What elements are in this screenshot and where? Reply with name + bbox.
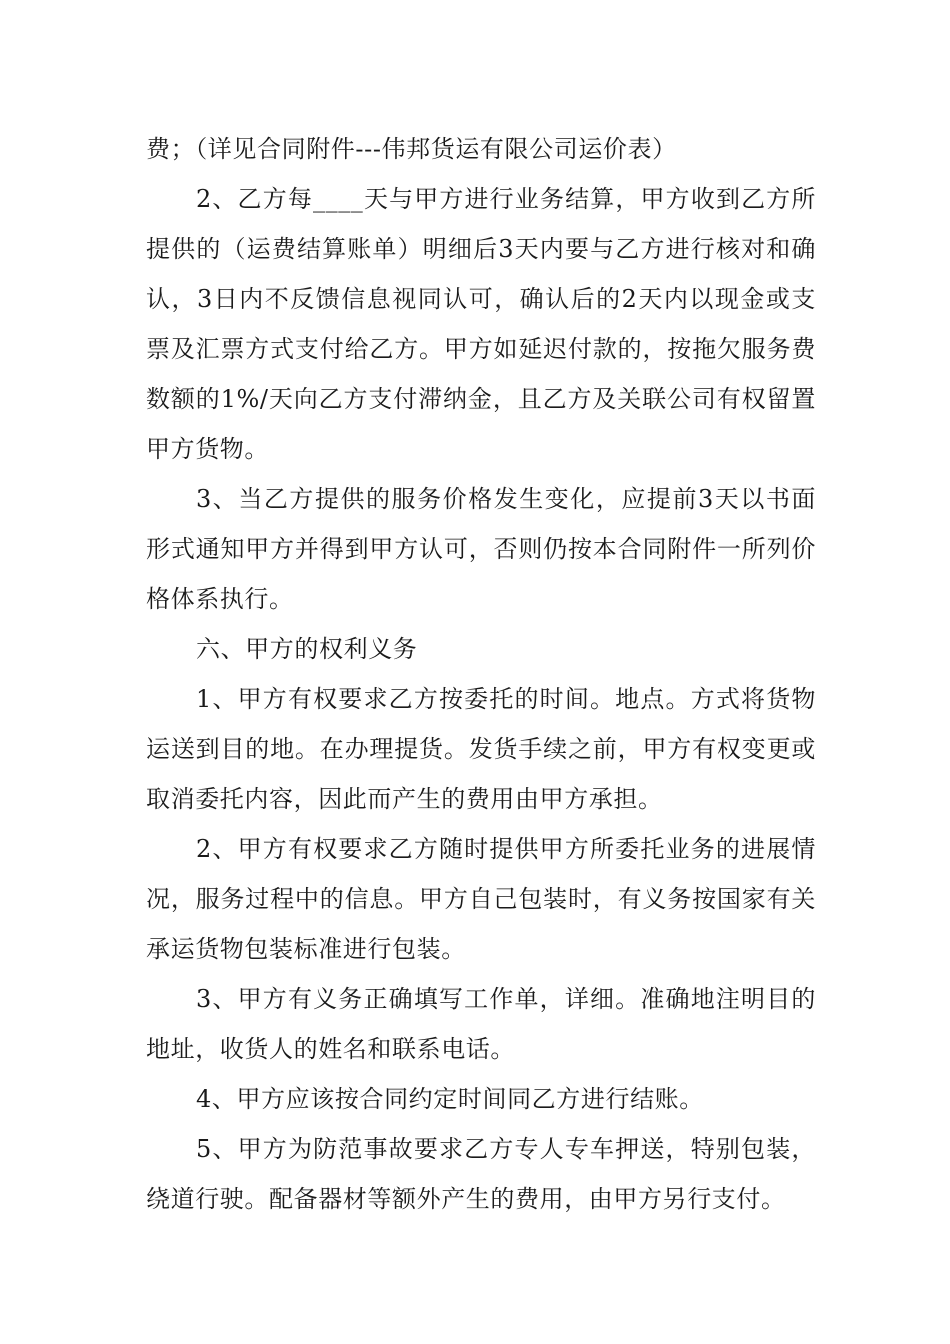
paragraph-party-a-clause-5: 5、甲方为防范事故要求乙方专人专车押送，特别包装，绕道行驶。配备器材等额外产生的费用，由甲方另行支付。 [146, 1135, 816, 1213]
section-heading-party-a-rights: 六、甲方的权利义务 [196, 635, 418, 663]
paragraph-clause-2-settlement: 2、乙方每____天与甲方进行业务结算，甲方收到乙方所提供的（运费结算账单）明细后3天内要与乙方进行核对和确认，3日内不反馈信息视同认可，确认后的2天内以现金或支票及汇票方式支付给乙方。甲方如延迟付款的，按拖欠服务费数额的1%/天向乙方支付滞纳金，且乙方及关联公司有权留置甲方货物。 [146, 185, 816, 463]
paragraph-continuation: 费；（详见合同附件---伟邦货运有限公司运价表） [146, 135, 677, 163]
paragraph-clause-3-price-change: 3、当乙方提供的服务价格发生变化，应提前3天以书面形式通知甲方并得到甲方认可，否则仍按本合同附件一所列价格体系执行。 [146, 485, 816, 613]
paragraph-party-a-clause-3: 3、甲方有义务正确填写工作单，详细。准确地注明目的地址，收货人的姓名和联系电话。 [146, 985, 816, 1063]
paragraph-party-a-clause-1: 1、甲方有权要求乙方按委托的时间。地点。方式将货物运送到目的地。在办理提货。发货手续之前，甲方有权变更或取消委托内容，因此而产生的费用由甲方承担。 [146, 685, 816, 813]
paragraph-party-a-clause-2: 2、甲方有权要求乙方随时提供甲方所委托业务的进展情况，服务过程中的信息。甲方自己包装时，有义务按国家有关承运货物包装标准进行包装。 [146, 835, 816, 963]
paragraph-party-a-clause-4: 4、甲方应该按合同约定时间同乙方进行结账。 [196, 1085, 704, 1113]
document-body [146, 124, 816, 1224]
